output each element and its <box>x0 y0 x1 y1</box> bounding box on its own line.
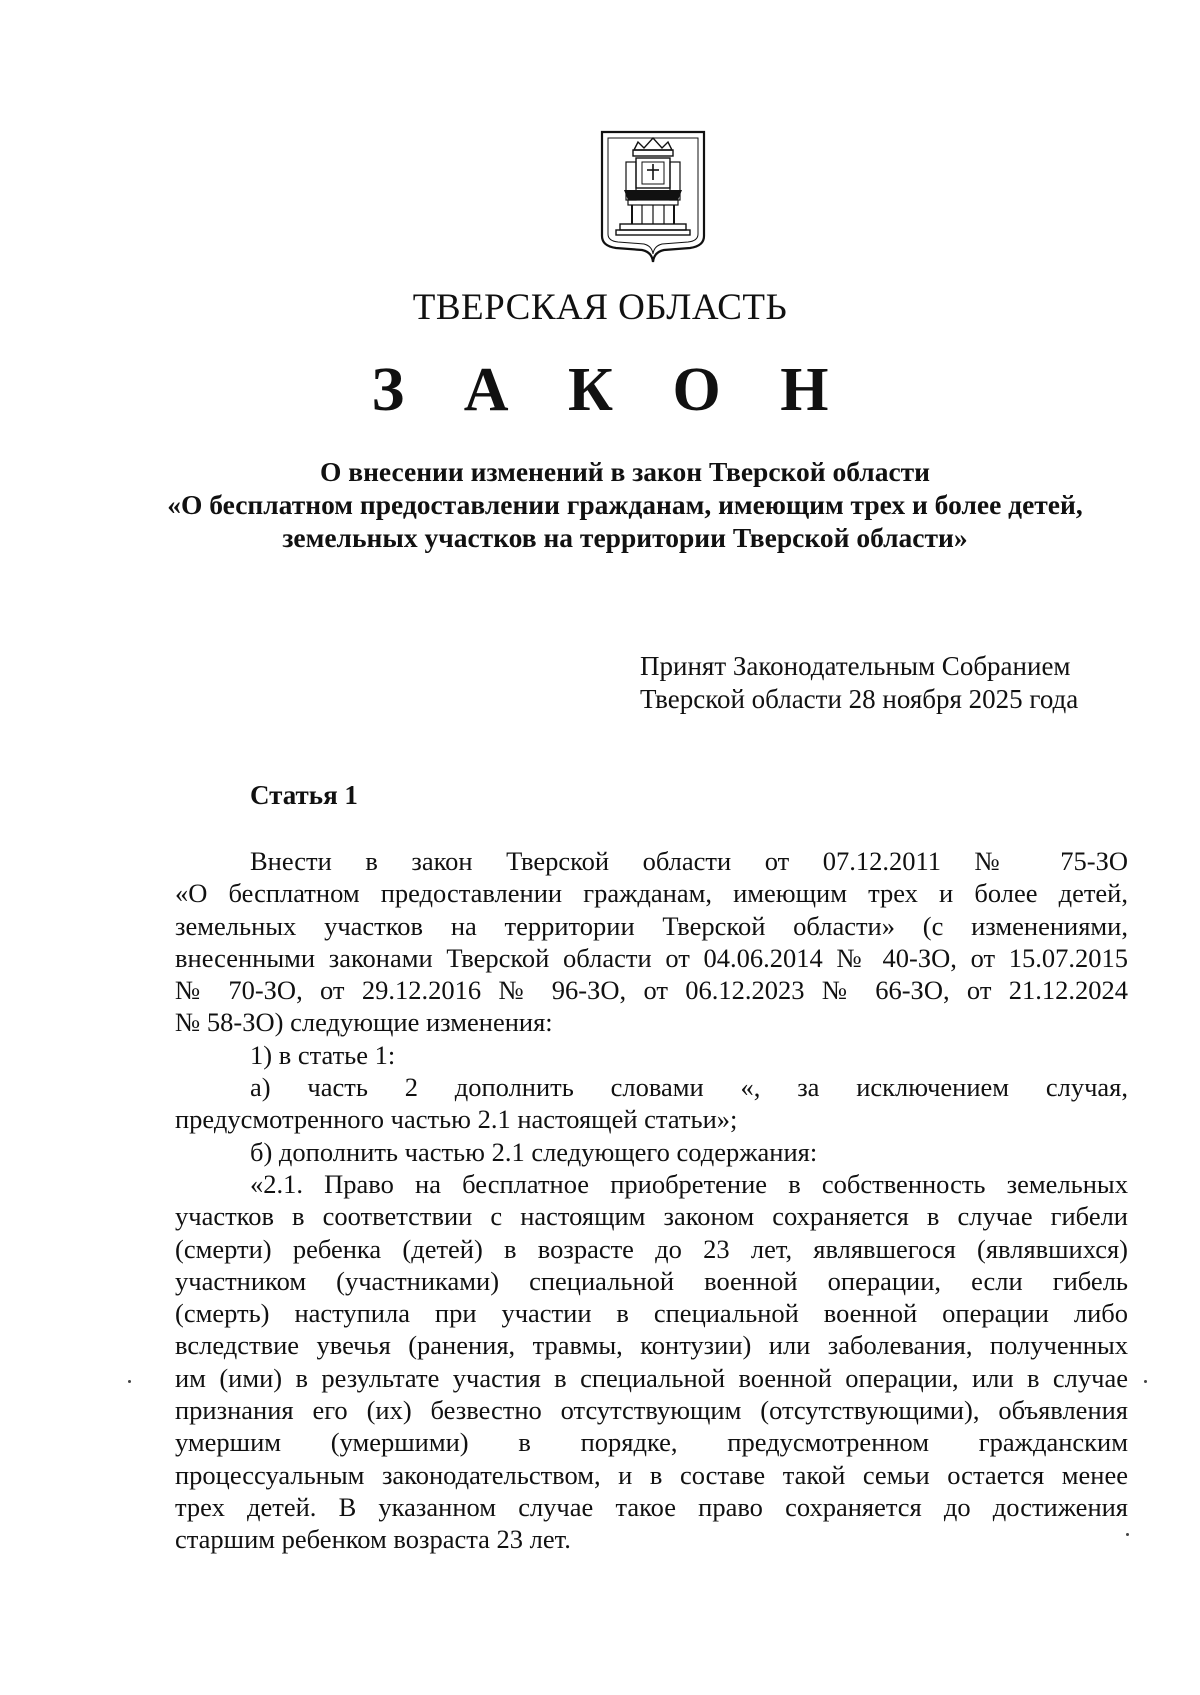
body-line: «2.1. Право на бесплатное приобретение в собственность земельных <box>250 1168 1128 1199</box>
law-subject-line: земельных участков на территории Тверской области» <box>282 522 968 553</box>
adoption-note-line: Принят Законодательным Собранием <box>640 651 1071 681</box>
body-line: трех детей. В указанном случае такое право сохраняется до достижения <box>175 1491 1128 1522</box>
body-line: участков в соответствии с настоящим законом сохраняется в случае гибели <box>175 1201 1128 1232</box>
body-line: признания его (их) безвестно отсутствующим (отсутствующими), объявления <box>175 1395 1128 1426</box>
body-line: Внести в закон Тверской области от 07.12.2011 № 75-ЗО <box>250 846 1128 876</box>
body-line: участником (участниками) специальной военной операции, если гибель <box>175 1265 1128 1296</box>
region-name: ТВЕРСКАЯ ОБЛАСТЬ <box>412 287 788 328</box>
body-line: земельных участков на территории Тверской области» (с изменениями, <box>175 910 1128 941</box>
body-line: предусмотренного частью 2.1 настоящей статьи»; <box>175 1104 738 1135</box>
adoption-note <box>640 650 1078 716</box>
article-body <box>175 845 1128 1556</box>
body-line: вследствие увечья (ранения, травмы, контузии) или заболевания, полученных <box>175 1330 1128 1361</box>
body-line: б) дополнить частью 2.1 следующего содержания: <box>250 1136 818 1167</box>
tver-coat-of-arms-icon <box>598 128 708 266</box>
law-subject-line: О внесении изменений в закон Тверской области <box>319 456 931 487</box>
scan-speck <box>1144 1380 1147 1383</box>
body-line: а) часть 2 дополнить словами «, за исключением случая, <box>250 1072 1128 1103</box>
body-line: «О бесплатном предоставлении гражданам, имеющим трех и более детей, <box>175 878 1128 909</box>
law-subject-line: «О бесплатном предоставлении гражданам, имеющим трех и более детей, <box>167 489 1083 520</box>
scan-speck <box>128 1380 131 1383</box>
document-type-title: З А К О Н <box>371 356 851 424</box>
body-line: № 58-ЗО) следующие изменения: <box>175 1007 553 1038</box>
article-heading: Статья 1 <box>250 780 358 810</box>
adoption-note-line: Тверской области 28 ноября 2025 года <box>640 684 1079 714</box>
body-line: умершим (умершими) в порядке, предусмотренном гражданским <box>175 1427 1128 1458</box>
body-line: (смерть) наступила при участии в специальной военной операции либо <box>175 1298 1128 1329</box>
body-line: внесенными законами Тверской области от 04.06.2014 № 40-ЗО, от 15.07.2015 <box>175 942 1128 973</box>
body-line: им (ими) в результате участия в специальной военной операции, или в случае <box>175 1362 1128 1393</box>
body-line: № 70-ЗО, от 29.12.2016 № 96-ЗО, от 06.12.2023 № 66-ЗО, от 21.12.2024 <box>175 975 1128 1006</box>
body-line: процессуальным законодательством, и в составе такой семьи остается менее <box>175 1459 1128 1490</box>
scan-speck <box>1126 1533 1129 1536</box>
law-subject <box>120 455 1130 554</box>
body-line: старшим ребенком возраста 23 лет. <box>175 1524 571 1555</box>
body-line: 1) в статье 1: <box>250 1039 396 1070</box>
body-line: (смерти) ребенка (детей) в возрасте до 23 лет, являвшегося (являвшихся) <box>175 1233 1128 1264</box>
